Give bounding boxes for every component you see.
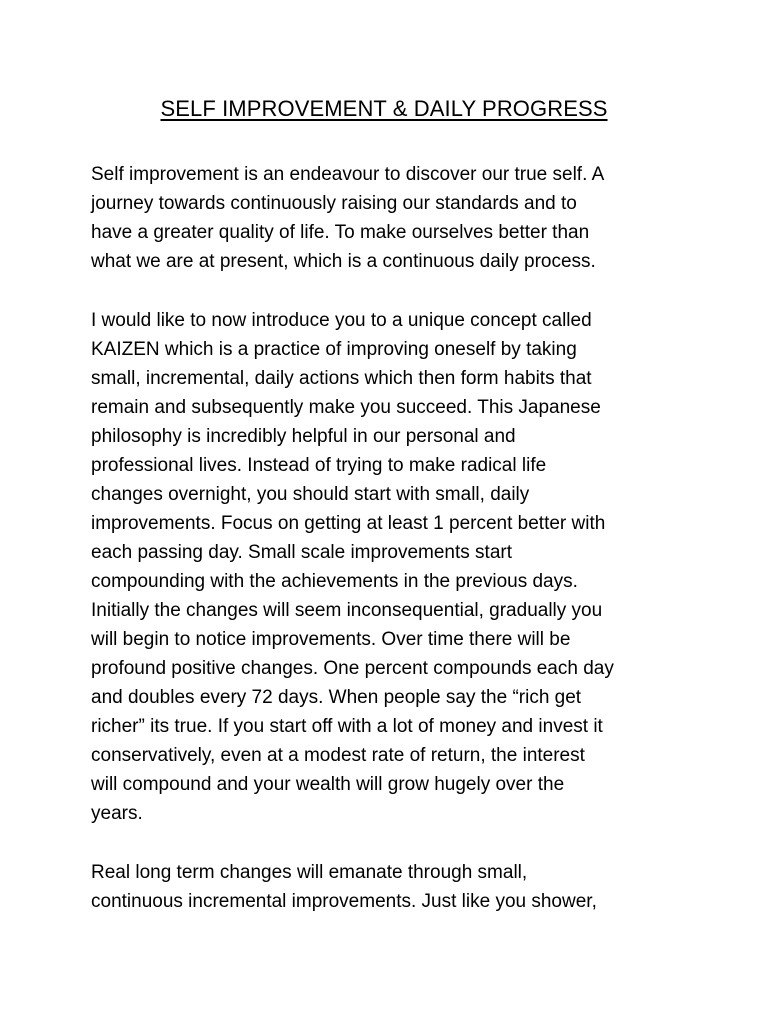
text-line: compounding with the achievements in the previous days. <box>91 571 578 592</box>
text-line: Real long term changes will emanate through small, <box>91 862 528 883</box>
text-line: journey towards continuously raising our standards and to <box>91 193 577 214</box>
text-line: KAIZEN which is a practice of improving oneself by taking <box>91 339 577 360</box>
text-line: will compound and your wealth will grow hugely over the <box>91 774 565 795</box>
text-line: years. <box>91 803 143 824</box>
text-line: continuous incremental improvements. Just like you shower, <box>91 891 597 912</box>
text-line: remain and subsequently make you succeed. This Japanese <box>91 397 601 418</box>
text-line: will begin to notice improvements. Over time there will be <box>91 629 571 650</box>
text-line: philosophy is incredibly helpful in our personal and <box>91 426 516 447</box>
text-line: have a greater quality of life. To make ourselves better than <box>91 222 590 243</box>
paragraph-3 <box>91 858 597 916</box>
text-line: conservatively, even at a modest rate of return, the interest <box>91 745 585 766</box>
paragraph-1 <box>91 160 604 276</box>
text-line: I would like to now introduce you to a unique concept called <box>91 310 592 331</box>
text-line: Self improvement is an endeavour to discover our true self. A <box>91 164 605 185</box>
text-line: richer” its true. If you start off with a lot of money and invest it <box>91 716 603 737</box>
text-line: changes overnight, you should start with small, daily <box>91 484 530 505</box>
text-line: profound positive changes. One percent compounds each day <box>91 658 614 679</box>
text-line: professional lives. Instead of trying to make radical life <box>91 455 547 476</box>
text-line: Initially the changes will seem inconsequential, gradually you <box>91 600 603 621</box>
text-line: what we are at present, which is a continuous daily process. <box>91 251 596 272</box>
text-line: small, incremental, daily actions which then form habits that <box>91 368 592 389</box>
text-line: improvements. Focus on getting at least 1 percent better with <box>91 513 606 534</box>
document-title: SELF IMPROVEMENT & DAILY PROGRESS <box>160 96 608 121</box>
paragraph-2 <box>91 306 614 828</box>
text-line: each passing day. Small scale improvements start <box>91 542 512 563</box>
text-line: and doubles every 72 days. When people say the “rich get <box>91 687 582 708</box>
